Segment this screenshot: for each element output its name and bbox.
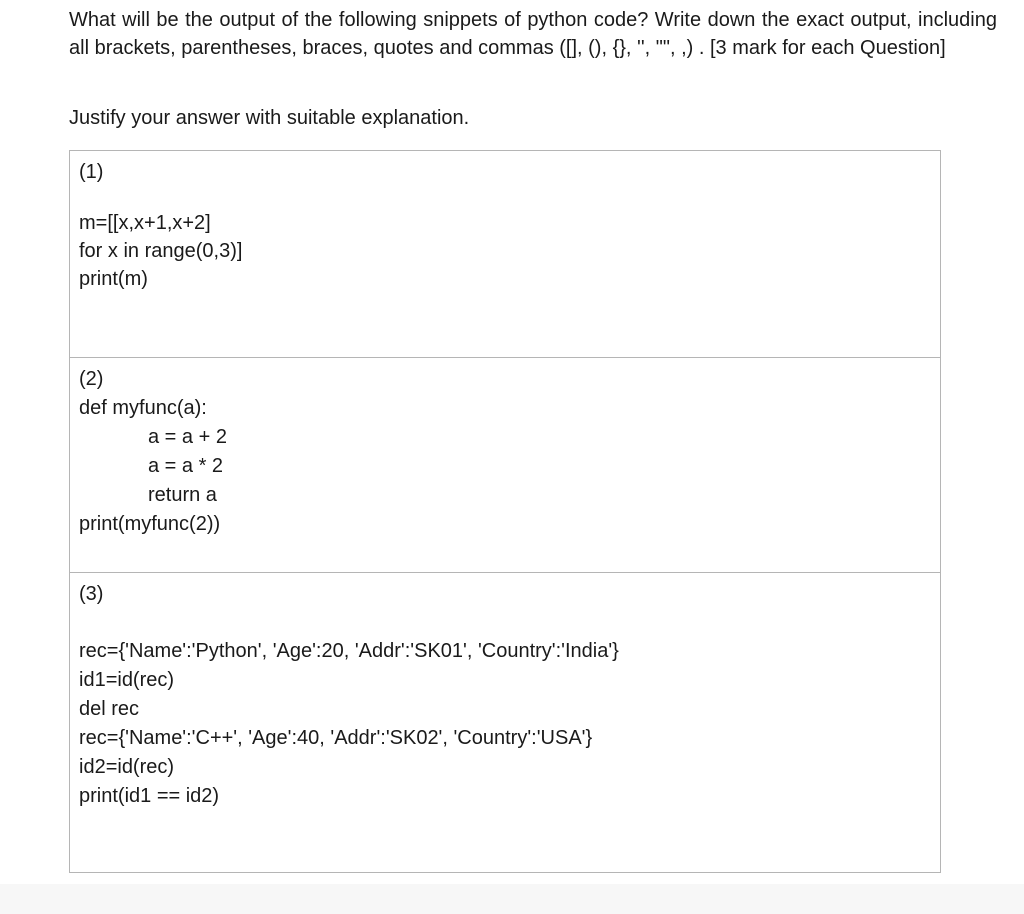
code-line: a = a * 2 bbox=[148, 455, 224, 477]
justify-instruction: Justify your answer with suitable explanation. bbox=[69, 107, 470, 129]
question-number: (3) bbox=[79, 583, 104, 605]
page-bottom-band bbox=[0, 884, 1024, 914]
code-line: print(m) bbox=[79, 268, 148, 290]
code-line: rec={'Name':'C++', 'Age':40, 'Addr':'SK02', 'Country':'USA'} bbox=[79, 727, 593, 749]
code-line: a = a + 2 bbox=[148, 426, 227, 448]
question-number: (1) bbox=[79, 161, 104, 183]
code-line: print(id1 == id2) bbox=[79, 785, 220, 807]
code-line: id1=id(rec) bbox=[79, 669, 175, 691]
code-line: rec={'Name':'Python', 'Age':20, 'Addr':'SK01', 'Country':'India'} bbox=[79, 640, 619, 662]
question-cell-1 bbox=[70, 151, 940, 358]
code-line: del rec bbox=[79, 698, 140, 720]
code-line: for x in range(0,3)] bbox=[79, 240, 243, 262]
question-number: (2) bbox=[79, 368, 104, 390]
code-line: m=[[x,x+1,x+2] bbox=[79, 212, 211, 234]
question-cell-3 bbox=[70, 573, 940, 872]
code-line: def myfunc(a): bbox=[79, 397, 207, 419]
code-line: print(myfunc(2)) bbox=[79, 513, 221, 535]
code-line: return a bbox=[148, 484, 217, 506]
questions-table bbox=[69, 150, 941, 873]
question-cell-2 bbox=[70, 358, 940, 573]
question-instructions: What will be the output of the following snippets of python code? Write down the exact output, including all brackets, parentheses, braces, quotes and commas ([], (), {}, '', "", ,) . [3 mark for each Question] bbox=[69, 9, 997, 59]
code-line: id2=id(rec) bbox=[79, 756, 175, 778]
